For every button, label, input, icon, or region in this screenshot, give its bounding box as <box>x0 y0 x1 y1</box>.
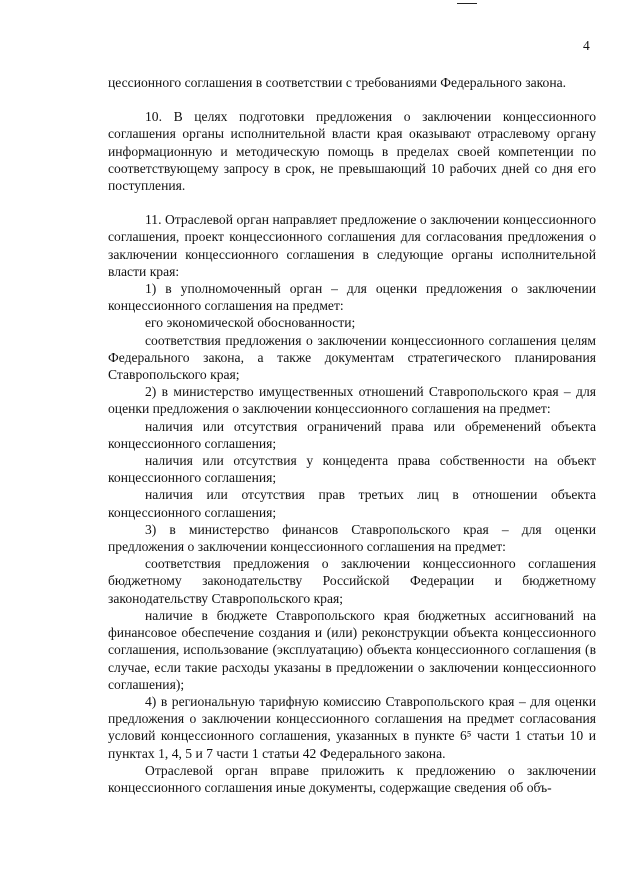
page-number: 4 <box>583 38 590 53</box>
paragraph: 2) в министерство имущественных отношений Ставропольского края – для оценки предложения о заключении концессионного соглашения на предмет: <box>108 384 596 417</box>
top-mark <box>457 3 477 4</box>
paragraph: 10. В целях подготовки предложения о заключении концессионного соглашения органы исполнительной власти края оказывают отраслевому органу информационную и методическую помощь в пределах своей компетенции по соответствующему запросу в срок, не превышающий 10 рабочих дней со дня его поступления. <box>108 109 596 194</box>
paragraph: Отраслевой орган вправе приложить к предложению о заключении концессионного соглашения иные документы, содержащие сведения об объ- <box>108 762 596 795</box>
paragraph: его экономической обоснованности; <box>145 315 356 331</box>
paragraph: наличия или отсутствия прав третьих лиц в отношении объекта концессионного соглашения; <box>108 487 596 520</box>
paragraph: цессионного соглашения в соответствии с требованиями Федерального закона. <box>108 75 567 90</box>
paragraph: 3) в министерство финансов Ставропольского края – для оценки предложения о заключении концессионного соглашения на предмет: <box>108 521 596 555</box>
paragraph: 1) в уполномоченный орган – для оценки предложения о заключении концессионного соглашения на предмет: <box>108 281 596 314</box>
paragraph: 4) в региональную тарифную комиссию Ставропольского края – для оценки предложения о заключении концессионного соглашения на предмет согласования условий концессионного соглашения, указанных в пункте 6⁵ части 1 статьи 10 и пунктах 1, 4, 5 и 7 части 1 статьи 42 Федерального закона. <box>108 693 596 761</box>
paragraph: 11. Отраслевой орган направляет предложение о заключении концессионного соглашения, проект концессионного соглашения для согласования предложения о заключении концессионного соглашения в следующие органы исполнительной власти края: <box>108 212 596 279</box>
page-body <box>108 74 596 796</box>
paragraph: соответствия предложения о заключении концессионного соглашения бюджетному законодательству Российской Федерации и бюджетному законодательству Ставропольского края; <box>108 556 596 606</box>
paragraph: наличия или отсутствия у концедента права собственности на объект концессионного соглашения; <box>108 453 596 486</box>
paragraph: соответствия предложения о заключении концессионного соглашения целям Федерального закона, а также документам стратегического планирования Ставропольского края; <box>108 332 596 383</box>
paragraph: наличие в бюджете Ставропольского края бюджетных ассигнований на финансовое обеспечение создания и (или) реконструкции объекта концессионного соглашения, использование (эксплуатацию) объекта концессионного соглашения (в случае, если такие расходы указаны в предложении о заключении концессионного соглашения); <box>108 607 596 692</box>
paragraph: наличия или отсутствия ограничений права или обременений объекта концессионного соглашения; <box>108 418 596 451</box>
